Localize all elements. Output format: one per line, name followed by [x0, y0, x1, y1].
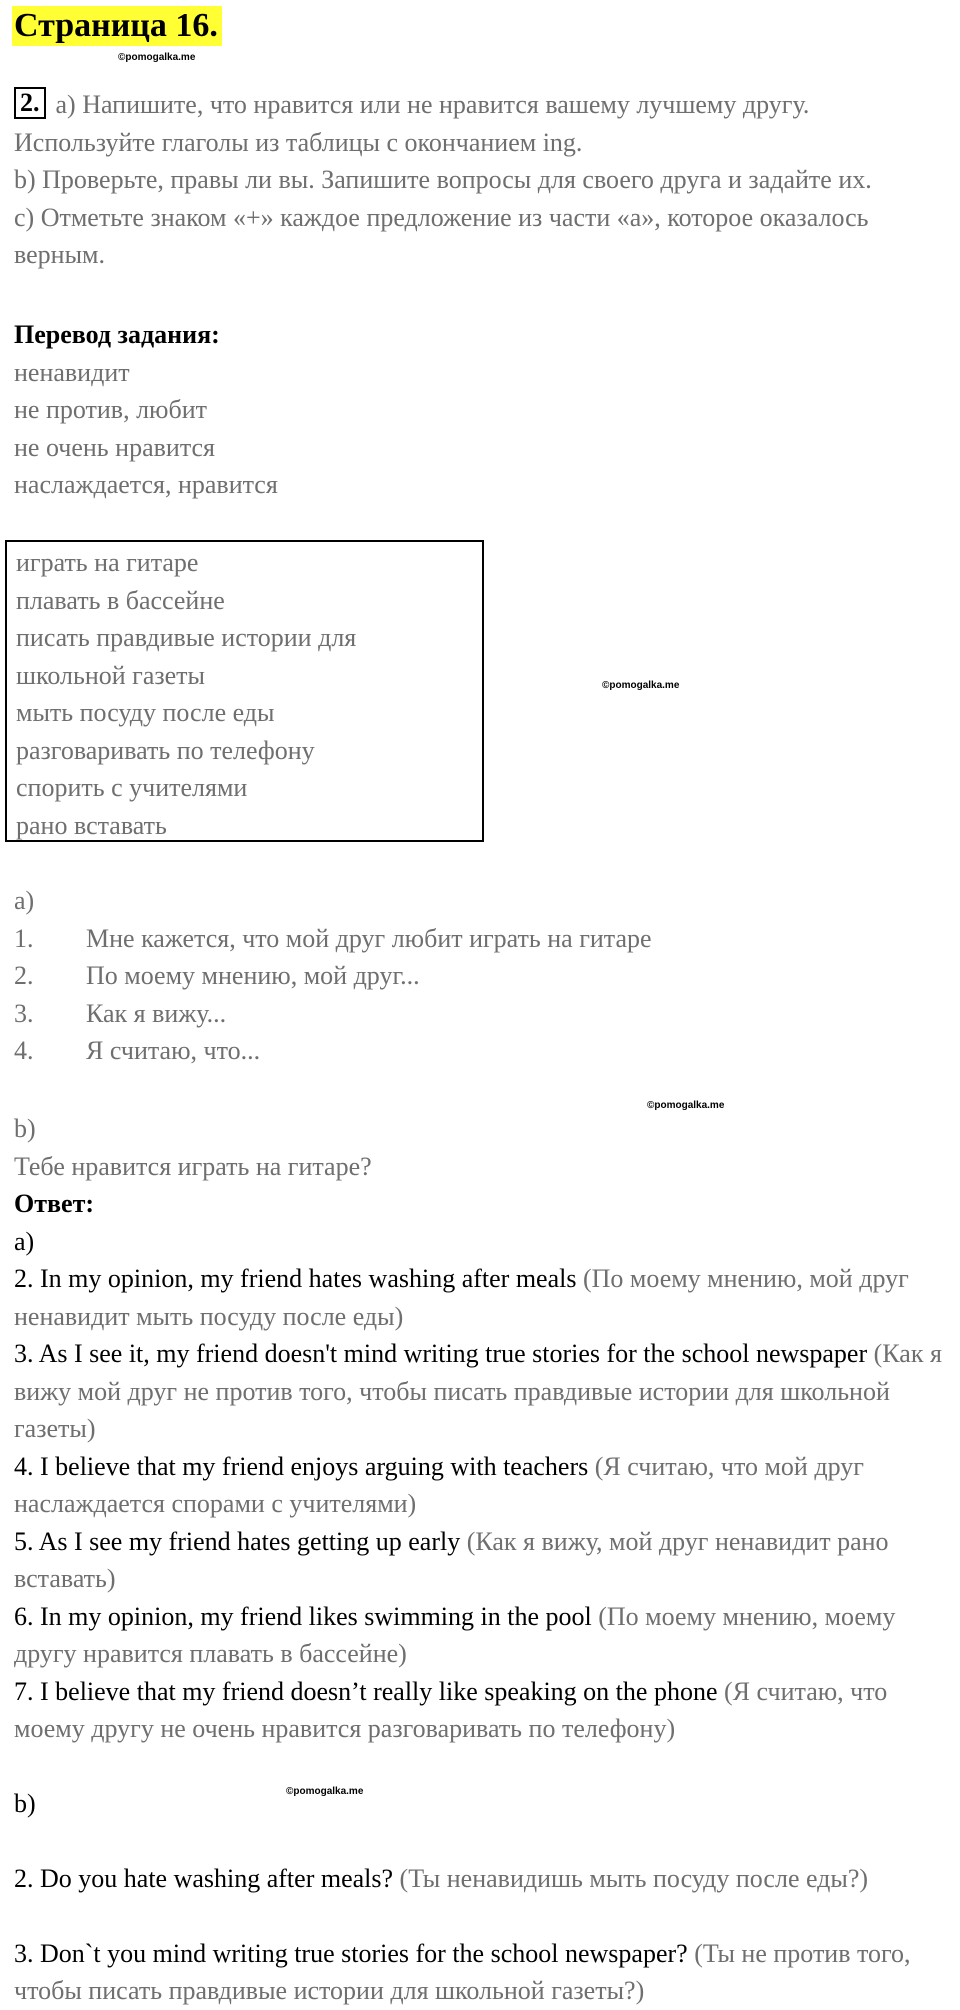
vocab-item: писать правдивые истории для — [16, 623, 357, 652]
answer-item — [14, 1935, 954, 2010]
answer-b-label: b) — [14, 1789, 36, 1818]
answer-english: 3. As I see it, my friend doesn't mind writing true stories for the school newspaper — [14, 1339, 868, 1368]
item-text: Мне кажется, что мой друг любит играть на гитаре — [86, 923, 652, 953]
answer-english: 2. In my opinion, my friend hates washing after meals — [14, 1264, 577, 1293]
answer-english: 3. Don`t you mind writing true stories for the school newspaper? — [14, 1938, 688, 1968]
answer-translation: (Я считаю, что мой друг наслаждается спорами с учителями) — [14, 1451, 864, 1518]
task-line: c) Отметьте знаком «+» каждое предложение из части «a», которое оказалось — [14, 202, 869, 232]
vocab-item: плавать в бассейне — [16, 585, 225, 615]
vocab-item: рано вставать — [16, 810, 167, 840]
verb-item: не против, любит — [14, 395, 207, 424]
list-item — [14, 957, 954, 995]
answer-translation: (Ты не против того, чтобы писать правдивые истории для школьной газеты?) — [14, 1938, 911, 2005]
answer-translation: (Ты ненавидишь мыть посуду после еды?) — [399, 1864, 869, 1893]
item-text: Как я вижу... — [86, 998, 227, 1028]
answer-english: 4. I believe that my friend enjoys arguing with teachers — [14, 1451, 589, 1481]
item-number: 1. — [14, 923, 34, 953]
answer-english: 5. As I see my friend hates getting up early — [14, 1526, 461, 1556]
answer-translation: (По моему мнению, мой друг ненавидит мыть посуду после еды) — [14, 1264, 909, 1331]
vocab-item: мыть посуду после еды — [16, 698, 275, 727]
answer-english: 2. Do you hate washing after meals? — [14, 1864, 394, 1893]
verb-item: не очень нравится — [14, 432, 215, 462]
list-item — [14, 920, 954, 958]
answer-item — [14, 1673, 954, 1748]
item-number: 4. — [14, 1036, 34, 1065]
task-number: 2. — [14, 87, 46, 119]
answer-item — [14, 1523, 954, 1598]
task-text — [14, 86, 959, 274]
item-text: Я считаю, что... — [86, 1036, 261, 1065]
vocab-item: играть на гитаре — [16, 548, 199, 577]
list-item — [14, 1032, 954, 1070]
answer-item — [14, 1335, 954, 1448]
item-number: 2. — [14, 961, 34, 990]
part-b-label: b) — [14, 1114, 36, 1143]
verb-item: наслаждается, нравится — [14, 470, 278, 499]
answer-english: 6. In my opinion, my friend likes swimming in the pool — [14, 1601, 592, 1631]
answer-b-section — [14, 1860, 954, 2010]
answer-translation: (По моему мнению, моему другу нравится плавать в бассейне) — [14, 1601, 896, 1668]
answer-a-label: a) — [14, 1226, 35, 1256]
answer-heading: Ответ: — [14, 1189, 95, 1218]
translation-heading: Перевод задания: — [14, 320, 220, 349]
task-line: a) Напишите, что нравится или не нравится вашему лучшему другу. — [55, 90, 810, 119]
answer-item — [14, 1598, 954, 1673]
task-line: Используйте глаголы из таблицы с окончанием ing. — [14, 127, 583, 157]
list-item — [14, 995, 954, 1033]
answer-item — [14, 1448, 954, 1523]
task-line: верным. — [14, 240, 105, 269]
task-line: b) Проверьте, правы ли вы. Запишите вопросы для своего друга и задайте их. — [14, 165, 872, 194]
answer-translation: (Я считаю, что моему другу не очень нравится разговаривать по телефону) — [14, 1676, 888, 1743]
vocab-item: разговаривать по телефону — [16, 735, 315, 765]
part-b-example: Тебе нравится играть на гитаре? — [14, 1151, 372, 1181]
answer-translation: (Как я вижу мой друг не против того, чтобы писать правдивые истории для школьной газеты) — [14, 1339, 942, 1443]
translation-section — [14, 316, 954, 504]
vocabulary-box — [5, 540, 484, 842]
answer-item — [14, 1860, 954, 1898]
item-number: 3. — [14, 998, 34, 1028]
item-text: По моему мнению, мой друг... — [86, 961, 420, 990]
vocab-item: школьной газеты — [16, 660, 205, 690]
part-b-section — [14, 1110, 954, 1748]
answer-item — [14, 1260, 954, 1335]
watermark: ©pomogalka.me — [286, 1786, 364, 1797]
part-a-label: a) — [14, 886, 35, 915]
vocab-item: спорить с учителями — [16, 773, 248, 802]
page-title: Страница 16. — [12, 6, 222, 46]
part-a-section — [14, 882, 954, 1070]
answer-english: 7. I believe that my friend doesn’t really like speaking on the phone — [14, 1676, 718, 1706]
verb-item: ненавидит — [14, 357, 130, 387]
watermark: ©pomogalka.me — [118, 52, 196, 63]
watermark: ©pomogalka.me — [647, 1100, 725, 1111]
answer-translation: (Как я вижу, мой друг ненавидит рано вставать) — [14, 1526, 889, 1593]
watermark: ©pomogalka.me — [602, 680, 680, 691]
